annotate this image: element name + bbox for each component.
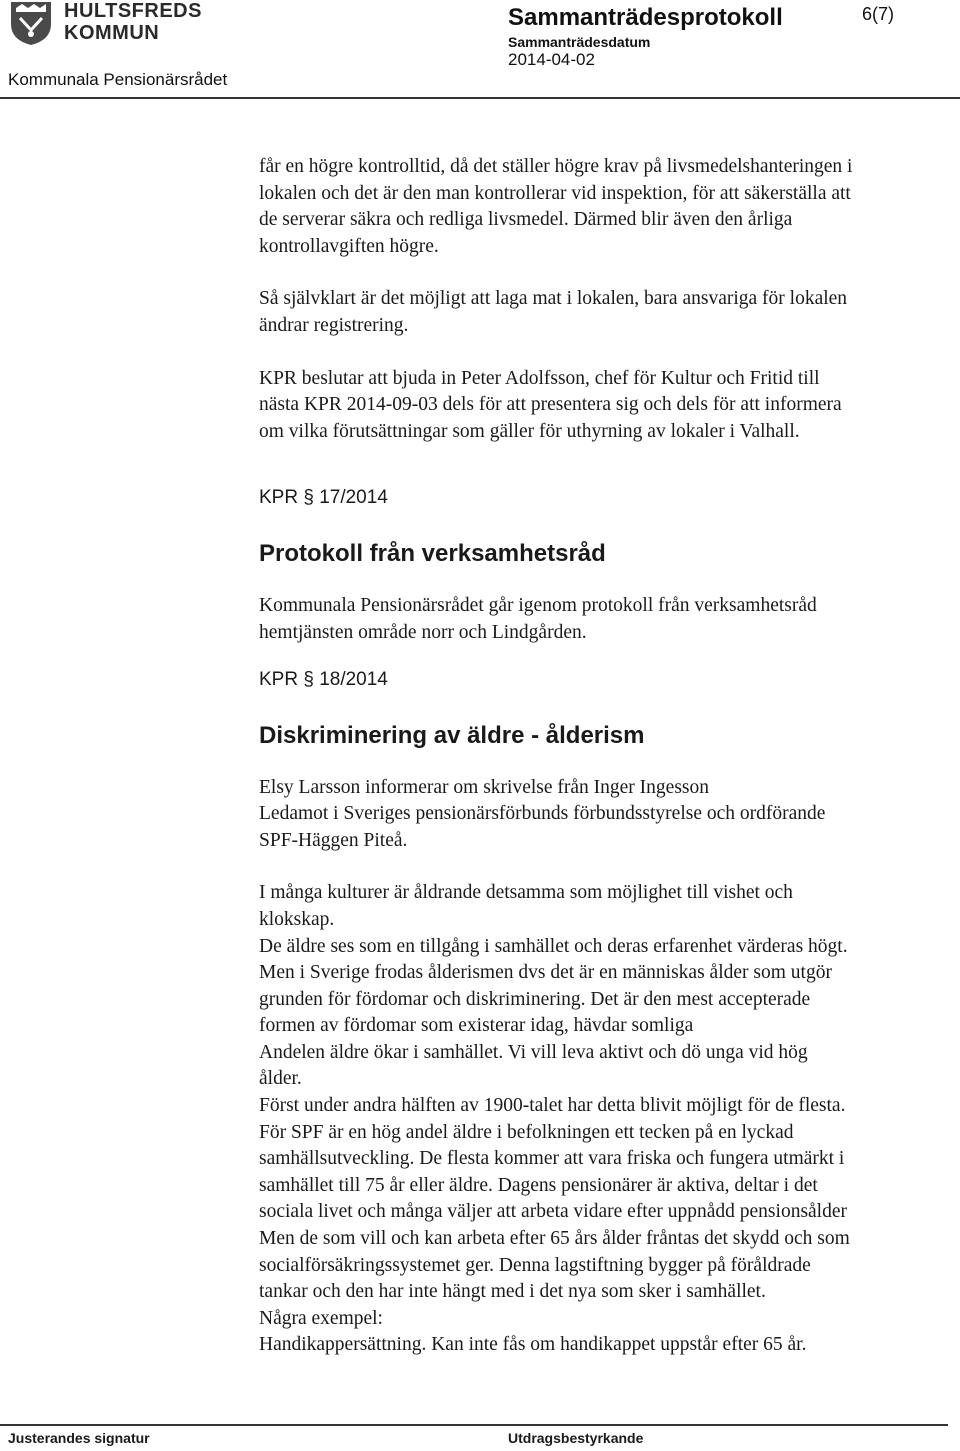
text-line: får en högre kontrolltid, då det ställer högre krav på livsmedelshanteringen i xyxy=(259,156,853,177)
text-line: ändrar registrering. xyxy=(259,314,409,336)
text-line: formen av fördomar som existerar idag, hävdar somliga xyxy=(259,1015,694,1037)
text-line: grunden för fördomar och diskriminering. Det är den mest accepterade xyxy=(259,988,811,1010)
section-text xyxy=(259,880,949,1359)
text-line: KPR beslutar att bjuda in Peter Adolfsson, chef för Kultur och Fritid till xyxy=(259,367,820,389)
page-number: 6(7) xyxy=(862,4,895,24)
text-line: SPF-Häggen Piteå. xyxy=(259,829,408,851)
text-line: Ledamot i Sveriges pensionärsförbunds förbundsstyrelse och ordförande xyxy=(259,803,826,825)
text-line: sociala livet och många väljer att arbeta vidare efter uppnådd pensionsålder xyxy=(259,1201,847,1223)
text-line: Först under andra hälften av 1900-talet har detta blivit möjligt för de flesta. xyxy=(259,1095,846,1117)
section-code: KPR § 18/2014 xyxy=(259,668,388,690)
text-line: de serverar säkra och redliga livsmedel. Därmed blir även den årliga xyxy=(259,209,793,231)
section-text xyxy=(259,775,949,855)
text-line: Kommunala Pensionärsrådet går igenom protokoll från verksamhetsråd xyxy=(259,595,817,617)
document-title: Sammanträdesprotokoll xyxy=(508,4,783,31)
text-line: samhällsutveckling. De flesta kommer att vara friska och fungera utmärkt i xyxy=(259,1148,845,1170)
text-line: Men de som vill och kan arbeta efter 65 års ålder fråntas det skydd och som xyxy=(259,1228,850,1250)
header-divider xyxy=(0,97,960,99)
text-line: Andelen äldre ökar i samhället. Vi vill leva aktivt och dö unga vid hög xyxy=(259,1041,808,1063)
footer-divider xyxy=(0,1424,948,1426)
section-heading: Diskriminering av äldre - ålderism xyxy=(259,721,645,749)
paragraph-decision xyxy=(259,366,949,446)
certification-label: Utdragsbestyrkande xyxy=(508,1430,644,1446)
organization-name: Kommunala Pensionärsrådet xyxy=(8,70,228,89)
text-line: om vilka förutsättningar som gäller för uthyrning av lokaler i Valhall. xyxy=(259,420,800,442)
text-line: nästa KPR 2014-09-03 dels för att presentera sig och dels för att informera xyxy=(259,394,842,416)
text-line: För SPF är en hög andel äldre i befolkningen ett tecken på en lyckad xyxy=(259,1121,794,1143)
text-line: kontrollavgiften högre. xyxy=(259,235,439,257)
text-line: Men i Sverige frodas ålderismen dvs det är en människas ålder som utgör xyxy=(259,962,832,984)
logo-text xyxy=(64,0,202,44)
paragraph-cooking xyxy=(259,286,949,339)
text-line: Så självklart är det möjligt att laga mat i lokalen, bara ansvariga för lokalen xyxy=(259,288,848,310)
text-line: Handikappersättning. Kan inte fås om handikappet uppstår efter 65 år. xyxy=(259,1334,807,1356)
meeting-date-label: Sammanträdesdatum xyxy=(508,34,651,50)
text-line: tankar och den har inte hängt med i det nya som sker i samhället. xyxy=(259,1281,766,1303)
text-line: I många kulturer är åldrande detsamma som möjlighet till vishet och xyxy=(259,882,793,904)
text-line: lokalen och det är den man kontrollerar vid inspektion, för att säkerställa att xyxy=(259,182,851,204)
section-text xyxy=(259,593,949,646)
municipality-logo xyxy=(8,0,202,48)
text-line: klokskap. xyxy=(259,908,335,930)
paragraph-inspection xyxy=(259,154,949,260)
section-heading: Protokoll från verksamhetsråd xyxy=(259,540,606,568)
signature-label: Justerandes signatur xyxy=(8,1430,150,1446)
coat-of-arms-icon xyxy=(8,0,54,46)
meeting-date-value: 2014-04-02 xyxy=(508,50,595,69)
text-line: ålder. xyxy=(259,1068,302,1090)
text-line: hemtjänsten område norr och Lindgården. xyxy=(259,621,587,643)
document-body xyxy=(259,154,949,1359)
text-line: samhället till 75 år eller äldre. Dagens pensionärer är aktiva, deltar i det xyxy=(259,1174,818,1196)
text-line: Elsy Larsson informerar om skrivelse från Inger Ingesson xyxy=(259,776,709,798)
section-code: KPR § 17/2014 xyxy=(259,487,388,509)
logo-line1: HULTSFREDS xyxy=(64,0,202,22)
text-line: De äldre ses som en tillgång i samhället och deras erfarenhet värderas högt. xyxy=(259,935,848,957)
text-line: Några exempel: xyxy=(259,1307,383,1329)
text-line: socialförsäkringssystemet ger. Denna lagstiftning bygger på föråldrade xyxy=(259,1254,811,1276)
logo-line2: KOMMUN xyxy=(64,22,160,44)
